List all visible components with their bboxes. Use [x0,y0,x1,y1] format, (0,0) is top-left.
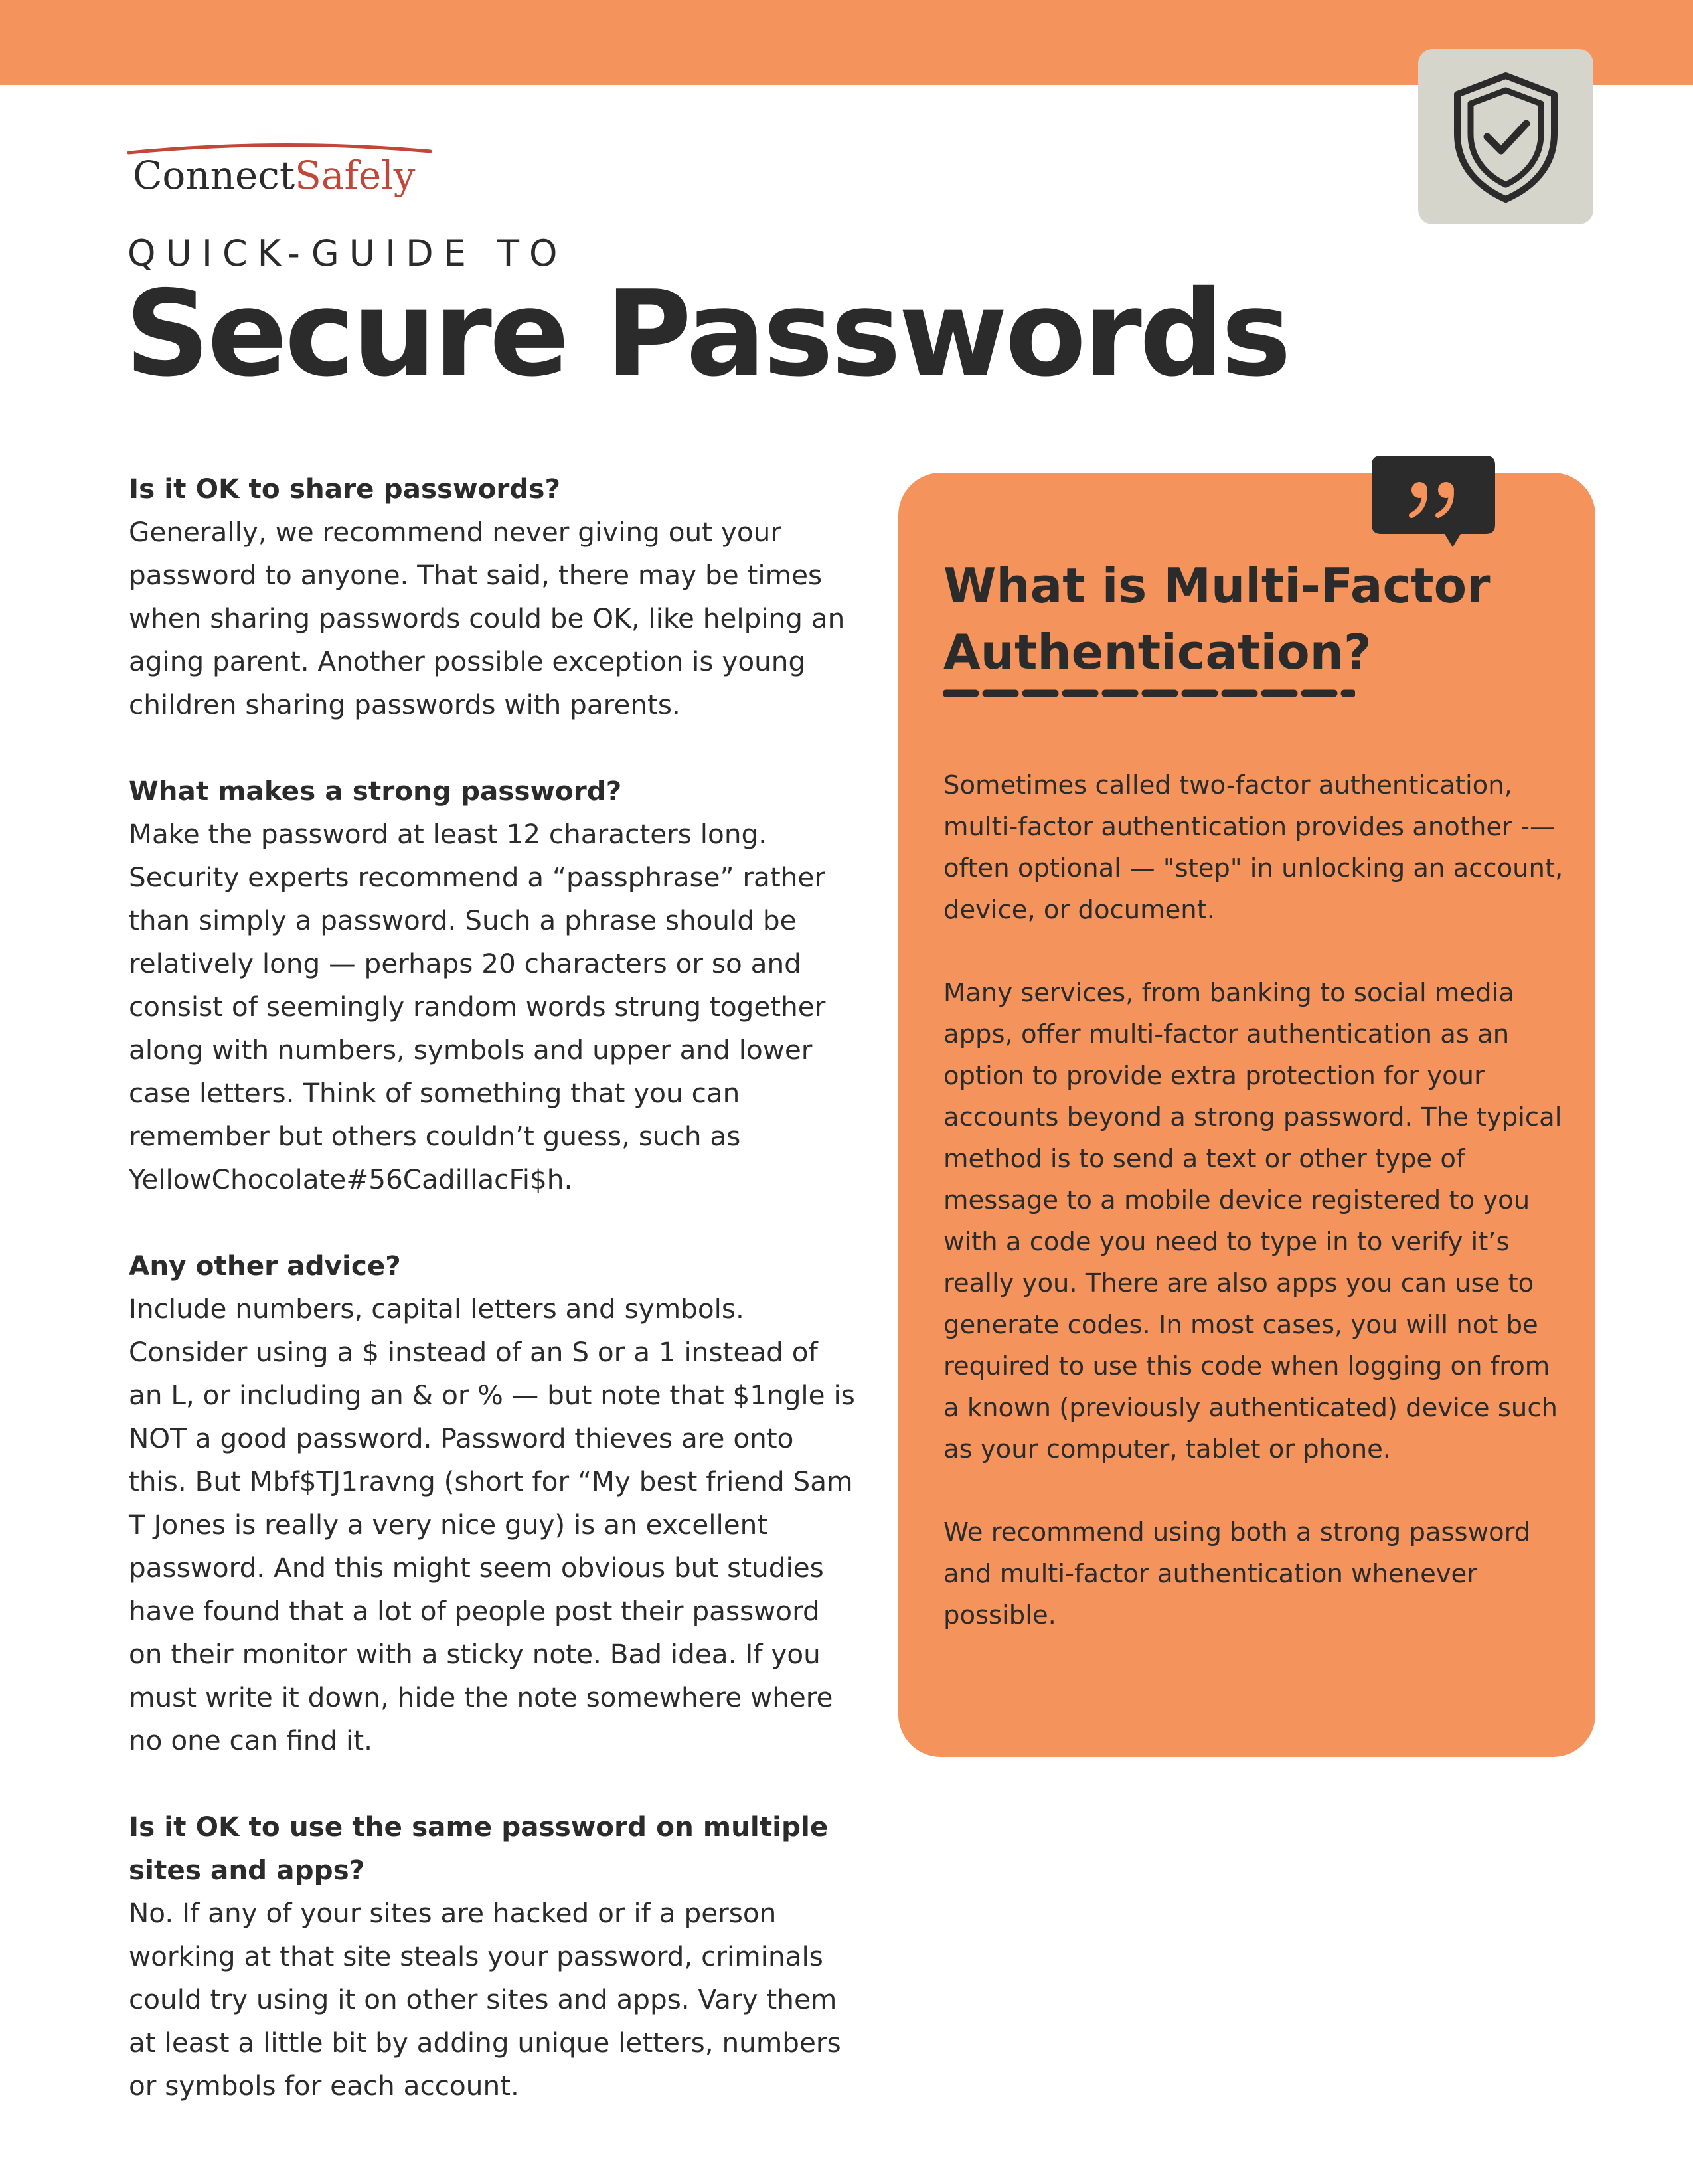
callout-paragraph: Many services, from banking to social media apps, offer multi-factor authentication as an option to provide extra protection for your accounts beyond a strong password. The typical method is to send a text or other type of message to a mobile device registered to you with a code you need to type in to verify it’s really you. There are also apps you can use to generate codes. In most cases, you will not be required to use this code when logging on from a known (previously authenticated) device such as your computer, tablet or phone. [943,977,1562,1464]
callout-body [943,765,1568,1678]
callout-paragraph: We recommend using both a strong password and multi-factor authentication whenever possible. [943,1517,1531,1630]
logo-part-safely: Safely [295,153,416,198]
page-title: Secure Passwords [125,265,1289,402]
page-kicker: QUICK-GUIDE TO [127,232,568,274]
faq-answer: Generally, we recommend never giving out your password to anyone. That said, there may be times when sharing passwords could be OK, like helping an aging parent. Another possible exception is young children sharing passwords with parents. [129,516,845,720]
faq-answer: Make the password at least 12 characters long. Security experts recommend a “passphrase” rather than simply a password. Such a phrase should be relatively long — perhaps 20 characters or so and consist of seemingly random words strung together along with numbers, symbols and upper and lower case letters. Think of something that you can remember but others couldn’t guess, such as YellowChocolate#56CadillacFi$h. [129,818,826,1195]
logo-part-connect: Connect [133,153,295,198]
faq-answer: No. If any of your sites are hacked or if a person working at that site steals your password, criminals could try using it on other sites and apps. Vary them at least a little bit by adding unique letters, numbers or symbols for each account. [129,1897,841,2102]
shield-badge [1418,49,1593,224]
callout-paragraph: Sometimes called two-factor authentication, multi-factor authentication provides another -— often optional — "step" in unlocking an account, device, or document. [943,770,1564,925]
faq-question: Is it OK to share passwords? [129,473,560,505]
faq-question: What makes a strong password? [129,775,622,807]
faq-question: Is it OK to use the same password on multiple sites and apps? [129,1811,829,1886]
faq-section [129,1806,859,2108]
faq-answer: Include numbers, capital letters and symbols. Consider using a $ instead of an S or a 1 instead of an L, or including an & or % — but note that $1ngle is NOT a good password. Password thieves are onto this. But Mbf$TJ1ravng (short for “My best friend Sam T Jones is really a very nice guy) is an excellent password. And this might seem obvious but studies have found that a lot of people post their password on their monitor with a sticky note. Bad idea. If you must write it down, hide the note somewhere where no one can find it. [129,1293,855,1756]
quote-bubble-icon [1372,456,1495,548]
logo-wordmark [133,153,416,198]
faq-section [129,1244,859,1762]
shield-check-icon [1449,70,1562,203]
faq-section [129,467,859,726]
faq-column [129,467,859,2151]
faq-question: Any other advice? [129,1250,401,1282]
dashed-divider [943,689,1355,698]
callout-title: What is Multi-Factor Authentication? [943,558,1491,680]
connectsafely-logo [127,142,433,202]
faq-section [129,770,859,1201]
